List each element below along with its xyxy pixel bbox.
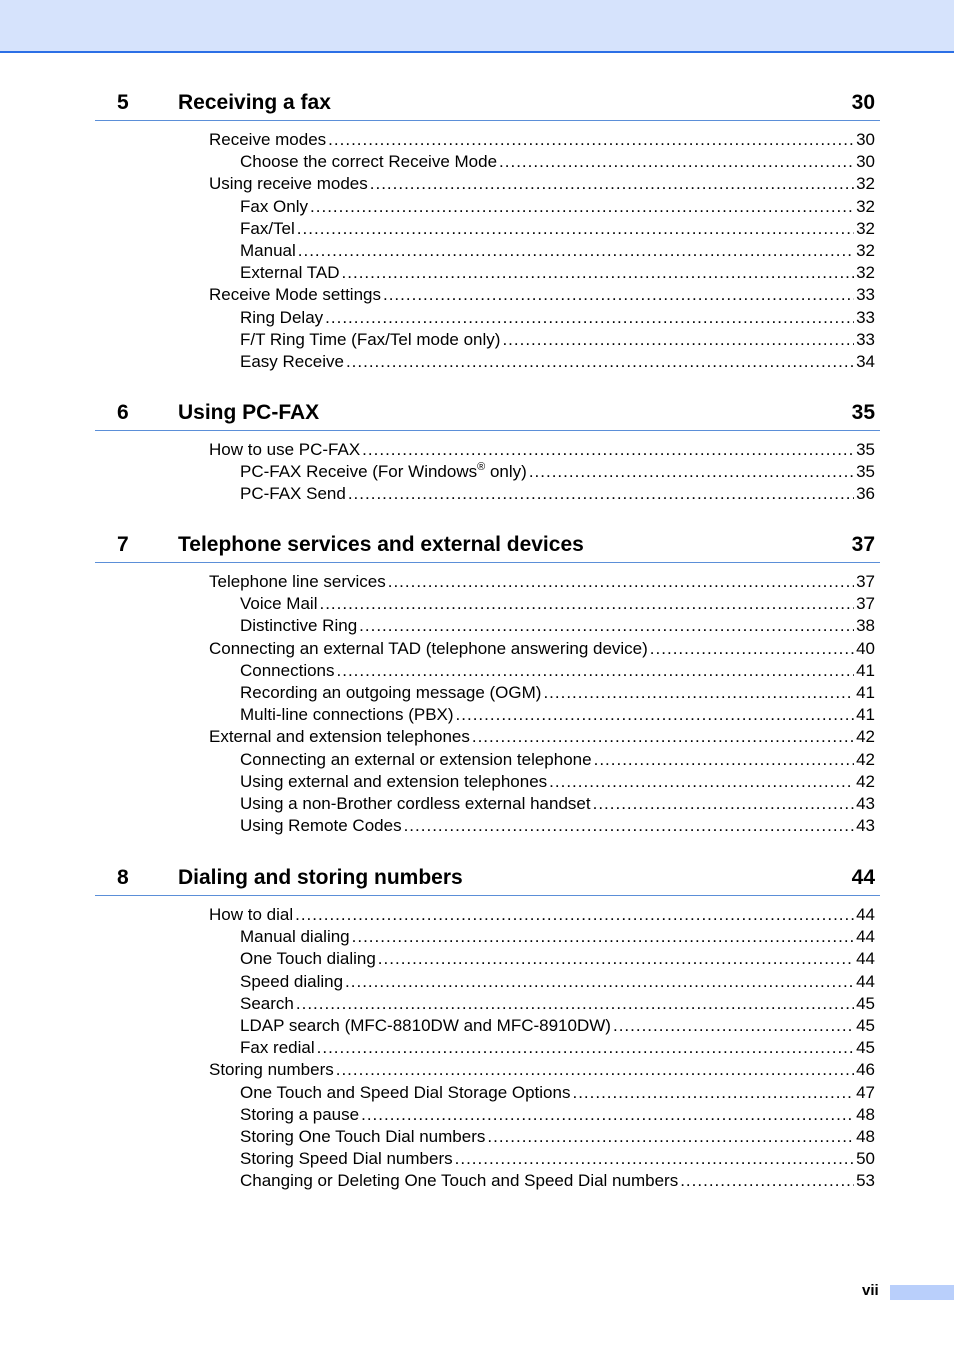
chapter-section: [95, 87, 880, 373]
dot-leader: [348, 483, 854, 505]
toc-entry-label: Telephone line services: [209, 572, 386, 591]
toc-entry-page-number: 37: [856, 572, 875, 591]
toc-entry-label: [240, 461, 527, 483]
dot-leader: [346, 351, 854, 373]
toc-subsection-entry[interactable]: [240, 993, 880, 1015]
toc-entry-page-number: 42: [856, 727, 875, 747]
dot-leader: [456, 704, 855, 726]
toc-section-entry[interactable]: [209, 439, 880, 461]
dot-leader: [317, 1037, 854, 1059]
toc-entry-page-number: 40: [856, 638, 875, 658]
toc-subsection-entry[interactable]: [240, 307, 880, 329]
dot-leader: [680, 1170, 854, 1192]
chapter-number: 7: [117, 533, 129, 556]
toc-entry-label: LDAP search (MFC-8810DW and MFC-8910DW): [240, 1015, 611, 1035]
toc-entry-page-number: 32: [856, 196, 875, 216]
toc-section-entry[interactable]: [209, 129, 880, 151]
toc-subsection-entry[interactable]: [240, 1082, 880, 1104]
toc-entry-label: External and extension telephones: [209, 727, 470, 747]
toc-entry-label: Storing numbers: [209, 1060, 334, 1080]
toc-entry-page-number: 32: [856, 263, 875, 283]
dot-leader: [549, 771, 854, 793]
toc-entry-label: F/T Ring Time (Fax/Tel mode only): [240, 329, 501, 349]
toc-entry-page-number: 35: [856, 440, 875, 459]
dot-leader: [593, 793, 854, 815]
toc-entry-list: [95, 904, 880, 1192]
dot-leader: [383, 284, 854, 306]
toc-entry-label: Manual dialing: [240, 927, 350, 947]
dot-leader: [370, 173, 854, 195]
toc-entry-page-number: 38: [856, 616, 875, 636]
toc-subsection-entry[interactable]: [240, 749, 880, 771]
chapter-page-number: 44: [851, 866, 875, 889]
toc-entry-label: Manual: [240, 240, 296, 260]
chapter-section: [95, 862, 880, 1192]
chapter-page-number: 37: [851, 533, 875, 556]
toc-entry-label: Storing Speed Dial numbers: [240, 1149, 453, 1169]
toc-entry-page-number: 42: [856, 749, 875, 769]
toc-subsection-entry[interactable]: [240, 151, 880, 173]
toc-subsection-entry[interactable]: [240, 948, 880, 970]
toc-entry-label: Multi-line connections (PBX): [240, 705, 454, 725]
toc-entry-label: How to dial: [209, 905, 294, 924]
toc-section-entry[interactable]: [209, 638, 880, 660]
dot-leader: [361, 1104, 854, 1126]
toc-subsection-entry[interactable]: [240, 615, 880, 637]
chapter-page-number: 35: [851, 401, 875, 424]
toc-entry-page-number: 44: [856, 971, 875, 991]
toc-entry-label: How to use PC-FAX: [209, 440, 361, 459]
toc-entry-label: Easy Receive: [240, 351, 344, 371]
dot-leader: [298, 240, 854, 262]
toc-entry-label: Speed dialing: [240, 971, 344, 991]
toc-entry-page-number: 41: [856, 705, 875, 725]
toc-subsection-entry[interactable]: [240, 329, 880, 351]
dot-leader: [342, 262, 855, 284]
toc-entry-list: [95, 571, 880, 837]
toc-entry-page-number: 33: [856, 329, 875, 349]
toc-entry-label: Fax redial: [240, 1038, 315, 1058]
dot-leader: [572, 1082, 854, 1104]
toc-subsection-entry[interactable]: [240, 926, 880, 948]
chapter-heading[interactable]: [95, 397, 880, 431]
toc-subsection-entry[interactable]: [240, 196, 880, 218]
toc-entry-list: [95, 129, 880, 373]
dot-leader: [472, 726, 854, 748]
toc-entry-label: Using receive modes: [209, 174, 368, 194]
toc-subsection-entry[interactable]: [240, 1170, 880, 1192]
toc-entry-page-number: 50: [856, 1149, 875, 1169]
toc-subsection-entry[interactable]: [240, 1148, 880, 1170]
toc-entry-label: Connections: [240, 660, 335, 680]
top-header-band: [0, 0, 954, 53]
toc-section-entry[interactable]: [209, 904, 880, 926]
dot-leader: [325, 307, 854, 329]
dot-leader: [319, 593, 854, 615]
toc-subsection-entry[interactable]: [240, 793, 880, 815]
chapter-heading[interactable]: [95, 529, 880, 563]
chapter-title: Receiving a fax: [178, 91, 331, 114]
toc-subsection-entry[interactable]: [240, 240, 880, 262]
dot-leader: [336, 1059, 854, 1081]
dot-leader: [388, 571, 854, 593]
toc-entry-page-number: 30: [856, 152, 875, 172]
toc-entry-page-number: 30: [856, 130, 875, 149]
dot-leader: [359, 615, 854, 637]
toc-entry-label: Ring Delay: [240, 307, 324, 327]
toc-entry-label: Receive Mode settings: [209, 285, 381, 305]
toc-entry-page-number: 34: [856, 351, 875, 371]
toc-entry-page-number: 42: [856, 771, 875, 791]
toc-entry-label: Receive modes: [209, 130, 327, 149]
toc-entry-label: Storing One Touch Dial numbers: [240, 1126, 486, 1146]
dot-leader: [296, 993, 854, 1015]
toc-entry-label: Search: [240, 993, 294, 1013]
toc-entry-page-number: 45: [856, 1015, 875, 1035]
dot-leader: [529, 461, 854, 483]
chapter-title: Using PC-FAX: [178, 401, 320, 424]
toc-subsection-entry[interactable]: [240, 815, 880, 837]
dot-leader: [295, 904, 854, 926]
toc-entry-label: Fax/Tel: [240, 218, 295, 238]
toc-entry-label: Distinctive Ring: [240, 616, 358, 636]
toc-entry-label: Voice Mail: [240, 594, 318, 614]
toc-subsection-entry[interactable]: [240, 461, 880, 483]
chapter-page-number: 30: [851, 91, 875, 114]
toc-subsection-entry[interactable]: [240, 704, 880, 726]
toc-entry-page-number: 47: [856, 1082, 875, 1102]
toc-entry-page-number: 33: [856, 307, 875, 327]
dot-leader: [328, 129, 854, 151]
toc-subsection-entry[interactable]: [240, 771, 880, 793]
toc-entry-page-number: 33: [856, 285, 875, 305]
toc-entry-label: Changing or Deleting One Touch and Speed Dial numbers: [240, 1171, 679, 1191]
dot-leader: [345, 971, 854, 993]
toc-entry-page-number: 48: [856, 1126, 875, 1146]
toc-entry-label: Connecting an external or extension telephone: [240, 749, 592, 769]
toc-entry-label: PC-FAX Send: [240, 484, 346, 504]
dot-leader: [502, 329, 854, 351]
toc-subsection-entry[interactable]: [240, 1104, 880, 1126]
page-number: vii: [862, 1282, 879, 1299]
toc-entry-label: Recording an outgoing message (OGM): [240, 682, 542, 702]
toc-entry-page-number: 45: [856, 993, 875, 1013]
dot-leader: [362, 439, 854, 461]
toc-entry-label: Using Remote Codes: [240, 816, 402, 836]
toc-entry-page-number: 48: [856, 1104, 875, 1124]
toc-entry-label: Using a non-Brother cordless external handset: [240, 793, 591, 813]
chapter-heading[interactable]: [95, 862, 880, 896]
toc-subsection-entry[interactable]: [240, 1126, 880, 1148]
toc-entry-page-number: 32: [856, 218, 875, 238]
toc-entry-page-number: 43: [856, 793, 875, 813]
dot-leader: [455, 1148, 854, 1170]
toc-entry-page-number: 44: [856, 905, 875, 924]
chapter-heading[interactable]: [95, 87, 880, 121]
toc-entry-page-number: 37: [856, 594, 875, 614]
dot-leader: [404, 815, 855, 837]
dot-leader: [378, 948, 854, 970]
dot-leader: [487, 1126, 854, 1148]
toc-subsection-entry[interactable]: [240, 660, 880, 682]
toc-entry-label: One Touch dialing: [240, 949, 376, 969]
toc-entry-label-suffix: only): [485, 462, 527, 482]
toc-entry-page-number: 41: [856, 682, 875, 702]
toc-entry-page-number: 32: [856, 174, 875, 194]
toc-entry-page-number: 32: [856, 240, 875, 260]
chapter-number: 6: [117, 401, 129, 424]
chapter-section: [95, 529, 880, 837]
toc-subsection-entry[interactable]: [240, 483, 880, 505]
toc-entry-page-number: 44: [856, 949, 875, 969]
chapter-section: [95, 397, 880, 506]
toc-entry-page-number: 46: [856, 1060, 875, 1080]
toc-entry-page-number: 41: [856, 660, 875, 680]
dot-leader: [613, 1015, 854, 1037]
toc-section-entry[interactable]: [209, 284, 880, 306]
toc-subsection-entry[interactable]: [240, 593, 880, 615]
dot-leader: [352, 926, 854, 948]
toc-entry-label: Storing a pause: [240, 1104, 360, 1124]
toc-entry-page-number: 36: [856, 484, 875, 504]
toc-section-entry[interactable]: [209, 173, 880, 195]
dot-leader: [650, 638, 854, 660]
toc-entry-label: Choose the correct Receive Mode: [240, 152, 498, 172]
toc-entry-page-number: 43: [856, 816, 875, 836]
toc-section-entry[interactable]: [209, 571, 880, 593]
dot-leader: [594, 749, 854, 771]
toc-entry-list: [95, 439, 880, 506]
toc-subsection-entry[interactable]: [240, 971, 880, 993]
toc-entry-label-text: PC-FAX Receive (For Windows: [240, 462, 478, 482]
dot-leader: [337, 660, 855, 682]
toc-entry-label: Using external and extension telephones: [240, 771, 548, 791]
toc-entry-label: External TAD: [240, 263, 340, 283]
toc-entry-page-number: 45: [856, 1038, 875, 1058]
registered-mark: ®: [477, 461, 486, 474]
toc-subsection-entry[interactable]: [240, 1015, 880, 1037]
toc-entry-page-number: 53: [856, 1171, 875, 1191]
toc-subsection-entry[interactable]: [240, 351, 880, 373]
chapter-number: 8: [117, 866, 129, 889]
chapter-title: Dialing and storing numbers: [178, 866, 463, 889]
toc-subsection-entry[interactable]: [240, 262, 880, 284]
toc-entry-page-number: 44: [856, 927, 875, 947]
chapter-number: 5: [117, 91, 129, 114]
toc-entry-label: Fax Only: [240, 196, 309, 216]
chapter-title: Telephone services and external devices: [178, 533, 584, 556]
toc-entry-label: Connecting an external TAD (telephone answering device): [209, 638, 648, 658]
toc-section-entry[interactable]: [209, 726, 880, 748]
dot-leader: [499, 151, 854, 173]
page-tab-marker: [890, 1285, 954, 1300]
dot-leader: [297, 218, 854, 240]
toc-entry-label: One Touch and Speed Dial Storage Options: [240, 1082, 571, 1102]
dot-leader: [543, 682, 854, 704]
toc-subsection-entry[interactable]: [240, 218, 880, 240]
toc-entry-page-number: 35: [856, 462, 875, 482]
toc-subsection-entry[interactable]: [240, 682, 880, 704]
toc-section-entry[interactable]: [209, 1059, 880, 1081]
dot-leader: [310, 196, 854, 218]
toc-subsection-entry[interactable]: [240, 1037, 880, 1059]
